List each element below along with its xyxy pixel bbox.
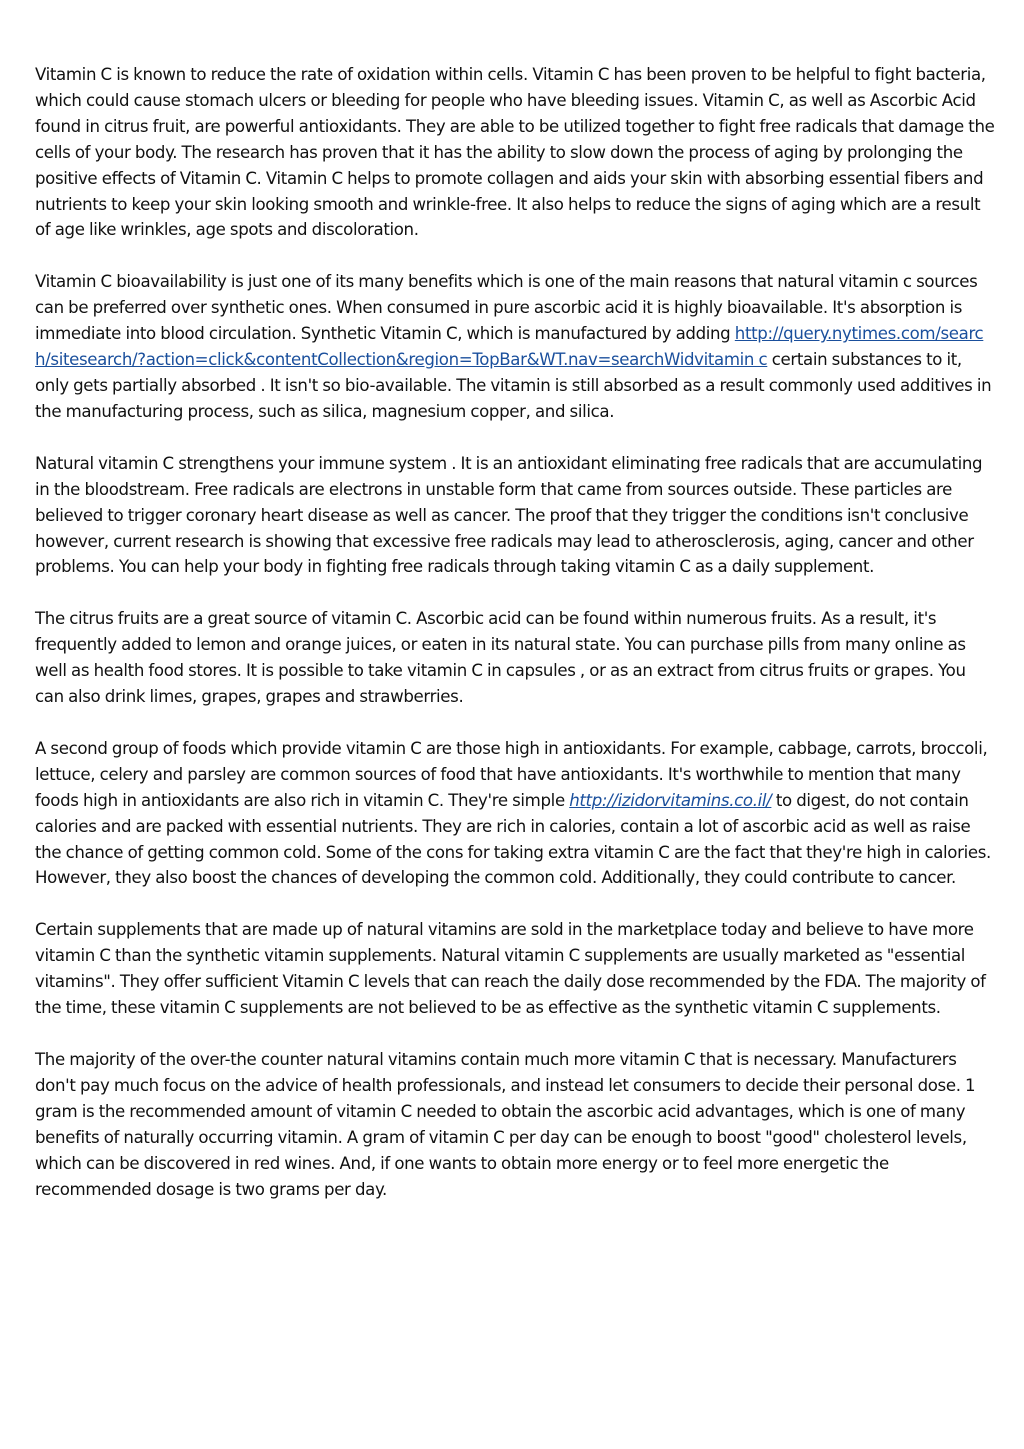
paragraph-2: [35, 269, 997, 424]
paragraph-1: Vitamin C is known to reduce the rate of oxidation within cells. Vitamin C has been proven to be helpful to fight bacteria, which could cause stomach ulcers or bleeding for people who have bleeding issues. Vitamin C, as well as Ascorbic Acid found in citrus fruit, are powerful antioxidants. They are able to be utilized together to fight free radicals that damage the cells of your body. The research has proven that it has the ability to slow down the process of aging by prolonging the positive effects of Vitamin C. Vitamin C helps to promote collagen and aids your skin with absorbing essential fibers and nutrients to keep your skin looking smooth and wrinkle-free. It also helps to reduce the signs of aging which are a result of age like wrinkles, age spots and discoloration.: [35, 65, 995, 240]
document-page: [35, 62, 997, 1228]
izidorvitamins-link[interactable]: http://izidorvitamins.co.il/: [569, 790, 772, 810]
paragraph-5-text-before: A second group of foods which provide vitamin C are those high in antioxidants. For example, cabbage, carrots, broccoli, lettuce, celery and parsley are common sources of food that have antioxidants. It's worthwhile to mention that many foods high in antioxidants are also rich in vitamin C. They're simple: [35, 738, 988, 810]
paragraph-2-text-after: certain substances to it, only gets partially absorbed . It isn't so bio-available. The vitamin is still absorbed as a result commonly used additives in the manufacturing process, such as silica, magnesium copper, and silica.: [35, 350, 992, 421]
paragraph-5-text-after: to digest, do not contain calories and are packed with essential nutrients. They are rich in calories, contain a lot of ascorbic acid as well as raise the chance of getting common cold. Some of the cons for taking extra vitamin C are the fact that they're high in calories. However, they also boost the chances of developing the common cold. Additionally, they could contribute to cancer.: [35, 790, 991, 888]
paragraph-2-text-before: Vitamin C bioavailability is just one of its many benefits which is one of the main reasons that natural vitamin c sources can be preferred over synthetic ones. When consumed in pure ascorbic acid it is highly bioavailable. It's absorption is immediate into blood circulation. Synthetic Vitamin C, which is manufactured by adding: [35, 272, 978, 344]
paragraph-5: [35, 736, 997, 891]
paragraph-4: The citrus fruits are a great source of vitamin C. Ascorbic acid can be found within numerous fruits. As a result, it's frequently added to lemon and orange juices, or eaten in its natural state. You can purchase pills from many online as well as health food stores. It is possible to take vitamin C in capsules , or as an extract from citrus fruits or grapes. You can also drink limes, grapes, grapes and strawberries.: [35, 609, 966, 707]
nytimes-search-link[interactable]: http://query.nytimes.com/search/sitesearch/?action=click&contentCollection&region=TopBar&WT.nav=searchWidvitamin c: [35, 324, 984, 370]
paragraph-6: Certain supplements that are made up of natural vitamins are sold in the marketplace today and believe to have more vitamin C than the synthetic vitamin supplements. Natural vitamin C supplements are usually marketed as "essential vitamins". They offer sufficient Vitamin C levels that can reach the daily dose recommended by the FDA. The majority of the time, these vitamin C supplements are not believed to be as effective as the synthetic vitamin C supplements.: [35, 920, 986, 1018]
paragraph-3: Natural vitamin C strengthens your immune system . It is an antioxidant eliminating free radicals that are accumulating in the bloodstream. Free radicals are electrons in unstable form that came from sources outside. These particles are believed to trigger coronary heart disease as well as cancer. The proof that they trigger the conditions isn't conclusive however, current research is showing that excessive free radicals may lead to atherosclerosis, aging, cancer and other problems. You can help your body in fighting free radicals through taking vitamin C as a daily supplement.: [35, 453, 983, 577]
paragraph-7: The majority of the over-the counter natural vitamins contain much more vitamin C that is necessary. Manufacturers don't pay much focus on the advice of health professionals, and instead let consumers to decide their personal dose. 1 gram is the recommended amount of vitamin C needed to obtain the ascorbic acid advantages, which is one of many benefits of naturally occurring vitamin. A gram of vitamin C per day can be enough to boost "good" cholesterol levels, which can be discovered in red wines. And, if one wants to obtain more energy or to feel more energetic the recommended dosage is two grams per day.: [35, 1050, 976, 1199]
